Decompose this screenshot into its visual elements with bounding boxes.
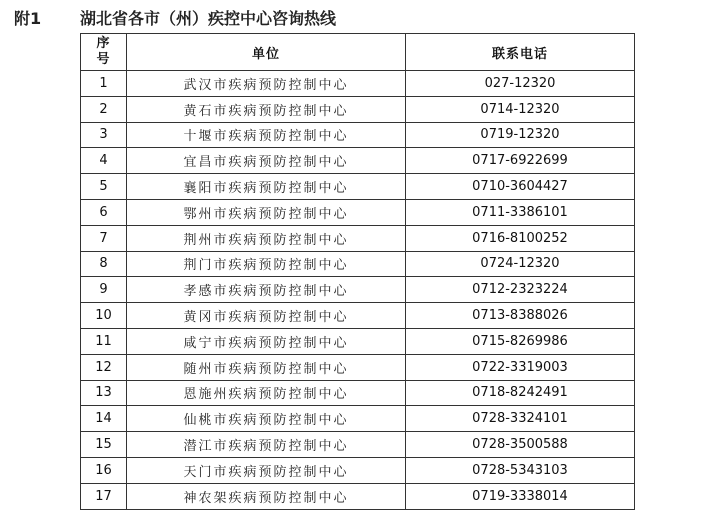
- table-row: [81, 96, 635, 122]
- row-number: 8: [81, 251, 127, 277]
- phone-number: 0716-8100252: [406, 225, 635, 251]
- header-unit: 单位: [127, 34, 406, 71]
- phone-number: 0719-3338014: [406, 483, 635, 509]
- table-row: [81, 354, 635, 380]
- row-number: 12: [81, 354, 127, 380]
- unit-name: 随州市疾病预防控制中心: [127, 354, 406, 380]
- page-title: 湖北省各市（州）疾控中心咨询热线: [80, 9, 337, 28]
- phone-number: 0724-12320: [406, 251, 635, 277]
- unit-name: 孝感市疾病预防控制中心: [127, 277, 406, 303]
- table-header-row: [81, 34, 635, 71]
- row-number: 15: [81, 432, 127, 458]
- appendix-label: 附1: [14, 9, 42, 28]
- row-number: 3: [81, 122, 127, 148]
- table-row: [81, 483, 635, 509]
- table-row: [81, 148, 635, 174]
- phone-number: 0712-2323224: [406, 277, 635, 303]
- unit-name: 十堰市疾病预防控制中心: [127, 122, 406, 148]
- row-number: 14: [81, 406, 127, 432]
- unit-name: 咸宁市疾病预防控制中心: [127, 328, 406, 354]
- phone-number: 0717-6922699: [406, 148, 635, 174]
- row-number: 4: [81, 148, 127, 174]
- table-row: [81, 328, 635, 354]
- unit-name: 潜江市疾病预防控制中心: [127, 432, 406, 458]
- table-row: [81, 122, 635, 148]
- unit-name: 恩施州疾病预防控制中心: [127, 380, 406, 406]
- phone-number: 0714-12320: [406, 96, 635, 122]
- unit-name: 神农架疾病预防控制中心: [127, 483, 406, 509]
- unit-name: 黄冈市疾病预防控制中心: [127, 303, 406, 329]
- table-row: [81, 406, 635, 432]
- phone-number: 0718-8242491: [406, 380, 635, 406]
- table-row: [81, 174, 635, 200]
- row-number: 6: [81, 199, 127, 225]
- phone-number: 0710-3604427: [406, 174, 635, 200]
- table-row: [81, 71, 635, 97]
- phone-number: 0728-5343103: [406, 457, 635, 483]
- row-number: 9: [81, 277, 127, 303]
- unit-name: 襄阳市疾病预防控制中心: [127, 174, 406, 200]
- phone-number: 0722-3319003: [406, 354, 635, 380]
- unit-name: 天门市疾病预防控制中心: [127, 457, 406, 483]
- unit-name: 仙桃市疾病预防控制中心: [127, 406, 406, 432]
- row-number: 16: [81, 457, 127, 483]
- table-row: [81, 277, 635, 303]
- unit-name: 宜昌市疾病预防控制中心: [127, 148, 406, 174]
- unit-name: 荆州市疾病预防控制中心: [127, 225, 406, 251]
- phone-number: 0719-12320: [406, 122, 635, 148]
- row-number: 1: [81, 71, 127, 97]
- unit-name: 荆门市疾病预防控制中心: [127, 251, 406, 277]
- row-number: 17: [81, 483, 127, 509]
- unit-name: 黄石市疾病预防控制中心: [127, 96, 406, 122]
- phone-number: 027-12320: [406, 71, 635, 97]
- row-number: 10: [81, 303, 127, 329]
- hotline-table: [80, 33, 635, 510]
- table-row: [81, 225, 635, 251]
- header-serial-number: 序 号: [81, 34, 127, 71]
- row-number: 13: [81, 380, 127, 406]
- phone-number: 0715-8269986: [406, 328, 635, 354]
- table-row: [81, 251, 635, 277]
- row-number: 5: [81, 174, 127, 200]
- phone-number: 0713-8388026: [406, 303, 635, 329]
- table-row: [81, 432, 635, 458]
- page-heading: [14, 6, 336, 30]
- row-number: 7: [81, 225, 127, 251]
- phone-number: 0728-3500588: [406, 432, 635, 458]
- header-phone: 联系电话: [406, 34, 635, 71]
- table-row: [81, 457, 635, 483]
- row-number: 2: [81, 96, 127, 122]
- row-number: 11: [81, 328, 127, 354]
- table-row: [81, 199, 635, 225]
- unit-name: 武汉市疾病预防控制中心: [127, 71, 406, 97]
- table-row: [81, 380, 635, 406]
- unit-name: 鄂州市疾病预防控制中心: [127, 199, 406, 225]
- phone-number: 0728-3324101: [406, 406, 635, 432]
- table-row: [81, 303, 635, 329]
- phone-number: 0711-3386101: [406, 199, 635, 225]
